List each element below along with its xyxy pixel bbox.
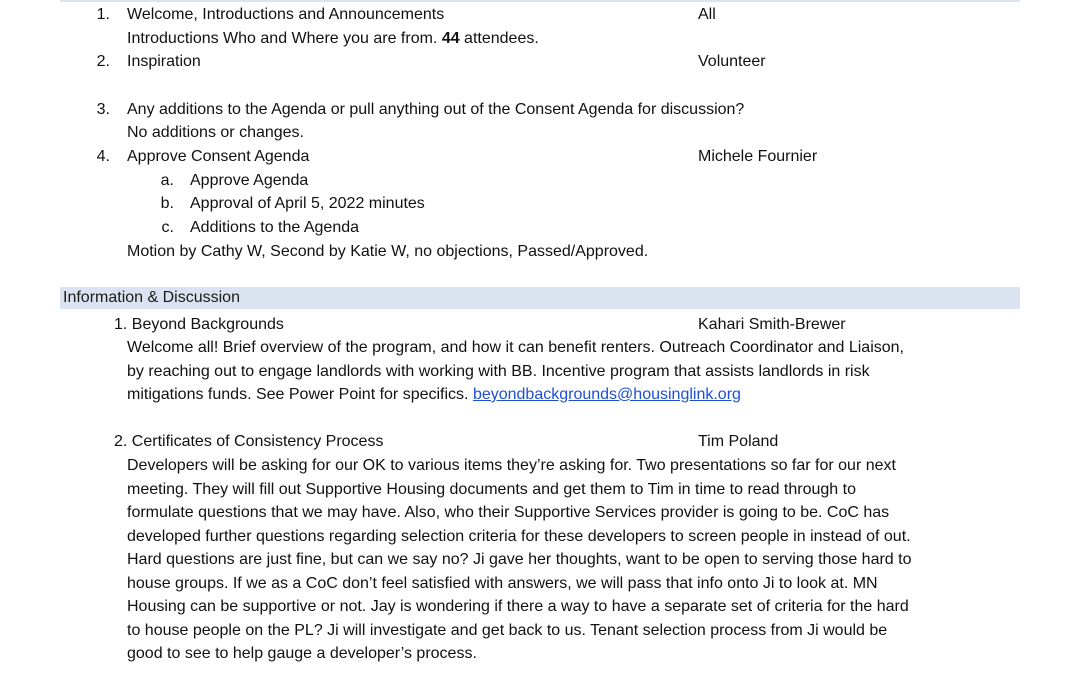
note-line	[127, 383, 1007, 407]
motion-note: Motion by Cathy W, Second by Katie W, no objections, Passed/Approved.	[127, 243, 649, 260]
note-line: Hard questions are just fine, but can we say no? Ji gave her thoughts, want to be open to serving those hard to	[127, 551, 912, 568]
consent-item: Approval of April 5, 2022 minutes	[190, 195, 425, 212]
note-line: good to see to help gauge a developer’s process.	[127, 645, 477, 662]
agenda-title: Inspiration	[127, 53, 201, 70]
item-notes	[127, 454, 1007, 666]
section-title: Information & Discussion	[63, 289, 240, 306]
agenda-title: Welcome, Introductions and Announcements	[127, 6, 445, 23]
item-title: 2. Certificates of Consistency Process	[114, 433, 384, 450]
agenda-presenter: All	[698, 6, 716, 23]
note-line: to house people on the PL? Ji will investigate and get back to us. Tenant selection process from Ji would be	[127, 621, 888, 639]
note-line: by reaching out to engage landlords with working with BB. Incentive program that assists landlords in risk	[127, 362, 870, 380]
additions-note: No additions or changes.	[127, 124, 304, 141]
consent-letter: c.	[161, 219, 174, 236]
note-line: Developers will be asking for our OK to various items they’re asking for. Two presentations so far for our next	[127, 457, 896, 474]
note-line: house groups. If we as a CoC don’t feel satisfied with answers, we will pass that info onto Ji to look at. MN	[127, 574, 878, 592]
agenda-number: 4.	[96, 148, 110, 165]
email-link[interactable]: beyondbackgrounds@housinglink.org	[472, 386, 741, 403]
agenda-number: 2.	[96, 53, 110, 70]
item-presenter: Tim Poland	[698, 433, 779, 450]
agenda-number: 3.	[96, 101, 110, 118]
item-notes	[127, 336, 1007, 407]
consent-item: Approve Agenda	[190, 172, 309, 189]
consent-letter: a.	[160, 172, 174, 189]
intro-suffix: attendees.	[459, 30, 539, 47]
note-line: developed further questions regarding selection criteria for these developers to screen people in instead of out.	[127, 527, 911, 545]
top-divider	[60, 0, 1020, 2]
agenda-presenter: Volunteer	[698, 53, 766, 70]
note-line: Housing can be supportive or not. Jay is wondering if there a way to have a separate set of criteria for the hard	[127, 598, 909, 615]
intro-note	[127, 27, 539, 51]
item-title: 1. Beyond Backgrounds	[114, 316, 284, 333]
note-line: formulate questions that we may have. Also, who their Supportive Services provider is going to be. CoC has	[127, 504, 890, 521]
agenda-number: 1.	[96, 6, 110, 23]
attendee-count: 44	[441, 30, 460, 47]
agenda-title: Any additions to the Agenda or pull anything out of the Consent Agenda for discussion?	[127, 101, 745, 118]
consent-letter: b.	[160, 195, 174, 212]
intro-text: Introductions Who and Where you are from.	[127, 30, 442, 47]
agenda-presenter: Michele Fournier	[698, 148, 818, 165]
note-line: meeting. They will fill out Supportive Housing documents and get them to Tim in time to read through to	[127, 480, 856, 498]
consent-item: Additions to the Agenda	[190, 219, 360, 236]
section-header	[60, 287, 1020, 309]
note-line: Welcome all! Brief overview of the program, and how it can benefit renters. Outreach Coordinator and Liaison,	[127, 339, 904, 356]
note-text: mitigations funds. See Power Point for specifics.	[127, 386, 473, 403]
agenda-title: Approve Consent Agenda	[127, 148, 310, 165]
item-presenter: Kahari Smith-Brewer	[698, 316, 846, 333]
